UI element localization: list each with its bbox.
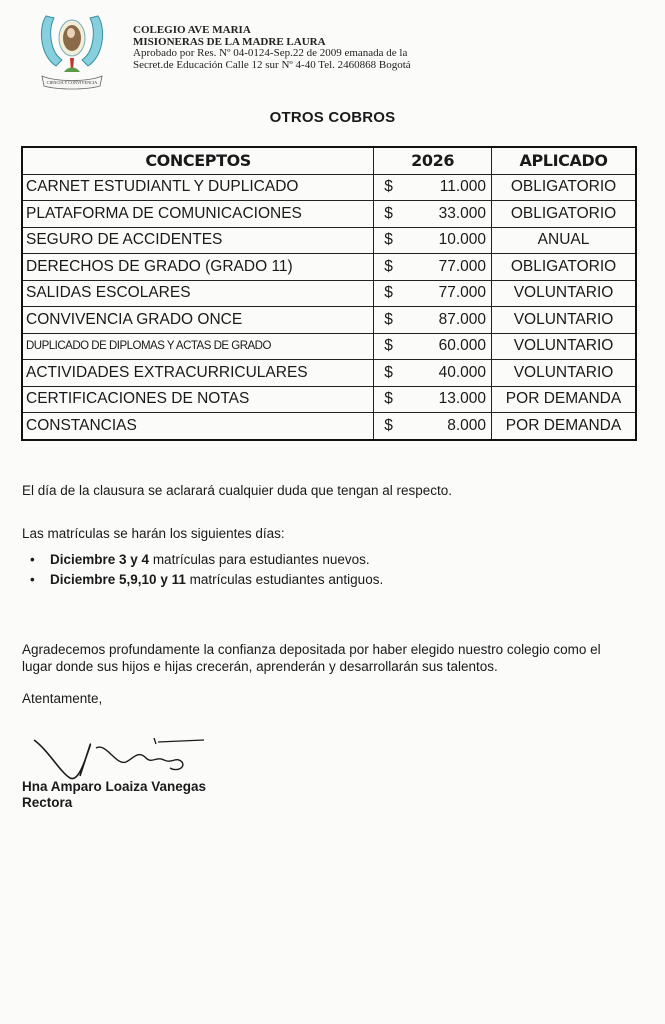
applied-cell: OBLIGATORIO [492,254,636,281]
table-row [22,386,636,413]
amount-cell [374,174,492,201]
concept-cell: ACTIVIDADES EXTRACURRICULARES [22,360,374,387]
enrollment-intro: Las matrículas se harán los siguientes días: [22,526,285,541]
currency-symbol: $ [384,178,393,196]
header-concepts: CONCEPTOS [22,147,374,174]
amount-value: 8.000 [447,416,487,434]
enrollment-date: Diciembre 5,9,10 y 11 [50,572,186,587]
applied-cell: POR DEMANDA [492,413,636,440]
amount-value: 77.000 [438,257,487,275]
currency-symbol: $ [384,231,393,249]
amount-cell [374,307,492,334]
amount-value: 87.000 [438,310,487,328]
concept-cell: CERTIFICACIONES DE NOTAS [22,386,374,413]
header-applied: APLICADO [492,147,636,174]
amount-cell [374,254,492,281]
enrollment-detail: matrículas para estudiantes nuevos. [149,552,370,567]
amount-value: 40.000 [438,363,487,381]
applied-cell: POR DEMANDA [492,386,636,413]
amount-cell [374,360,492,387]
table-row [22,227,636,254]
currency-symbol: $ [384,284,393,302]
amount-cell [374,413,492,440]
currency-symbol: $ [384,257,393,275]
table-row [22,360,636,387]
currency-symbol: $ [384,337,393,355]
applied-cell: VOLUNTARIO [492,333,636,360]
applied-cell: VOLUNTARIO [492,307,636,334]
closing-note: El día de la clausura se aclarará cualquier duda que tengan al respecto. [22,483,453,498]
amount-cell [374,201,492,228]
thanks-line-2: lugar donde sus hijos e hijas crecerán, aprenderán y desarrollarán sus talentos. [22,659,498,674]
bullet-icon: • [30,552,35,567]
table-row [22,174,636,201]
table-row [22,280,636,307]
thanks-line-1: Agradecemos profundamente la confianza depositada por haber elegido nuestro colegio como el [22,642,601,657]
page-title: OTROS COBROS [269,109,396,126]
currency-symbol: $ [384,204,393,222]
amount-value: 11.000 [439,178,487,196]
signer-role: Rectora [22,795,73,810]
address-line: Secret.de Educación Calle 12 sur Nº 4-40 Tel. 2460868 Bogotá [133,58,411,71]
applied-cell: ANUAL [492,227,636,254]
letterhead [133,25,411,71]
enrollment-date: Diciembre 3 y 4 [50,552,150,567]
concept-cell: SALIDAS ESCOLARES [22,280,374,307]
table-row [22,307,636,334]
currency-symbol: $ [384,416,393,434]
amount-value: 13.000 [438,390,487,408]
salutation: Atentamente, [22,691,103,706]
signer-block [22,779,206,811]
concept-cell: DERECHOS DE GRADO (GRADO 11) [22,254,374,281]
currency-symbol: $ [384,310,393,328]
amount-cell [374,386,492,413]
approval-line: Aprobado por Res. Nº 04-0124-Sep.22 de 2009 emanada de la [133,47,408,59]
header-year: 2026 [374,147,492,174]
table-header-row [22,147,636,174]
signer-name: Hna Amparo Loaiza Vanegas [22,779,207,794]
thanks-paragraph [22,641,601,675]
amount-cell [374,333,492,360]
table-row [22,413,636,440]
school-logo [36,8,108,92]
applied-cell: OBLIGATORIO [492,174,636,201]
applied-cell: OBLIGATORIO [492,201,636,228]
list-item [30,570,383,590]
logo-motto: CIENCIA Y CONVIVENCIA [46,80,98,85]
amount-cell [374,227,492,254]
bullet-icon: • [30,572,35,587]
enrollment-detail: matrículas estudiantes antiguos. [185,572,384,587]
school-name: COLEGIO AVE MARIA [133,24,251,36]
currency-symbol: $ [384,390,393,408]
amount-value: 60.000 [438,337,487,355]
amount-value: 33.000 [438,204,487,222]
applied-cell: VOLUNTARIO [492,360,636,387]
concept-cell: SEGURO DE ACCIDENTES [22,227,374,254]
table-row [22,201,636,228]
currency-symbol: $ [384,363,393,381]
concept-cell: CONVIVENCIA GRADO ONCE [22,307,374,334]
concept-cell: DUPLICADO DE DIPLOMAS Y ACTAS DE GRADO [22,333,374,360]
amount-value: 10.000 [438,231,487,249]
amount-cell [374,280,492,307]
concept-cell: CARNET ESTUDIANTL Y DUPLICADO [22,174,374,201]
concept-cell: CONSTANCIAS [22,413,374,440]
amount-value: 77.000 [438,284,487,302]
fees-table [21,146,637,441]
table-row [22,333,636,360]
applied-cell: VOLUNTARIO [492,280,636,307]
enrollment-list [30,550,383,590]
list-item [30,550,383,570]
school-subtitle: MISIONERAS DE LA MADRE LAURA [133,35,326,48]
concept-cell: PLATAFORMA DE COMUNICACIONES [22,201,374,228]
table-row [22,254,636,281]
